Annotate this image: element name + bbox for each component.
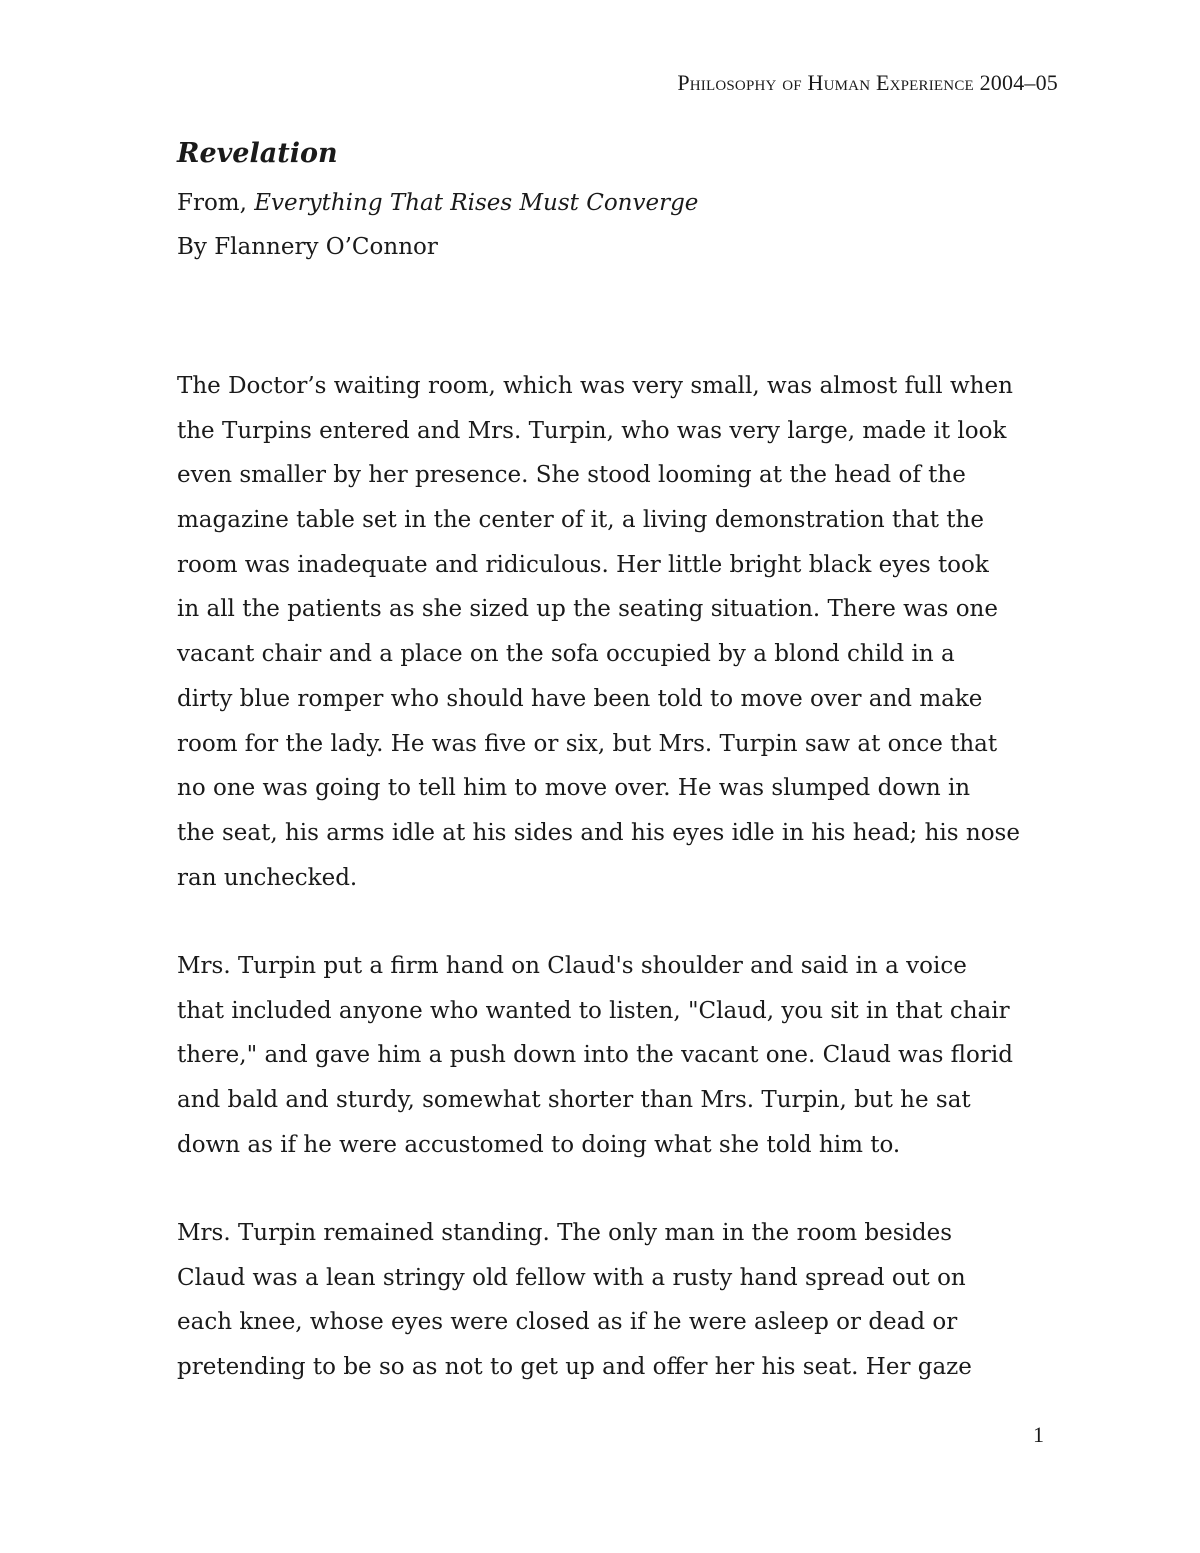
source-prefix: From, [177,190,255,216]
paragraph-line: the seat, his arms idle at his sides and his eyes idle in his head; his nose [177,819,1020,846]
author-line: By Flannery O’Connor [177,234,438,260]
running-header: Philosophy of Human Experience 2004–05 [677,70,1058,95]
paragraph-line: The Doctor’s waiting room, which was very small, was almost full when [177,373,1013,399]
paragraph-1 [177,364,1020,900]
paragraph-line: room was inadequate and ridiculous. Her little bright black eyes took [177,551,989,578]
paragraph-line: no one was going to tell him to move over. He was slumped down in [177,775,971,802]
paragraph-line: even smaller by her presence. She stood looming at the head of the [177,462,966,489]
paragraph-line: there," and gave him a push down into the vacant one. Claud was florid [177,1042,1013,1069]
page-number: 1 [1033,1422,1044,1447]
paragraph-line: ran unchecked. [177,864,358,891]
paragraph-line: down as if he were accustomed to doing what she told him to. [177,1131,901,1158]
source-line [177,190,698,216]
paragraph-line: each knee, whose eyes were closed as if he were asleep or dead or [177,1309,958,1336]
paragraph-2 [177,944,1013,1167]
paragraph-line: the Turpins entered and Mrs. Turpin, who was very large, made it look [177,417,1007,444]
paragraph-line: Mrs. Turpin put a firm hand on Claud's shoulder and said in a voice [177,953,967,979]
paragraph-line: room for the lady. He was five or six, but Mrs. Turpin saw at once that [177,730,998,757]
paragraph-3 [177,1211,972,1390]
book-title: Everything That Rises Must Converge [254,190,699,216]
paragraph-line: dirty blue romper who should have been told to move over and make [177,685,983,712]
paragraph-line: that included anyone who wanted to listen, "Claud, you sit in that chair [177,997,1010,1024]
paragraph-line: Mrs. Turpin remained standing. The only man in the room besides [177,1220,953,1246]
story-title: Revelation [177,138,338,169]
paragraph-line: Claud was a lean stringy old fellow with a rusty hand spread out on [177,1264,966,1291]
paragraph-line: vacant chair and a place on the sofa occupied by a blond child in a [177,641,955,668]
paragraph-line: and bald and sturdy, somewhat shorter than Mrs. Turpin, but he sat [177,1087,971,1114]
paragraph-line: magazine table set in the center of it, a living demonstration that the [177,507,984,534]
paragraph-line: in all the patients as she sized up the seating situation. There was one [177,596,998,623]
paragraph-line: pretending to be so as not to get up and offer her his seat. Her gaze [177,1354,972,1381]
